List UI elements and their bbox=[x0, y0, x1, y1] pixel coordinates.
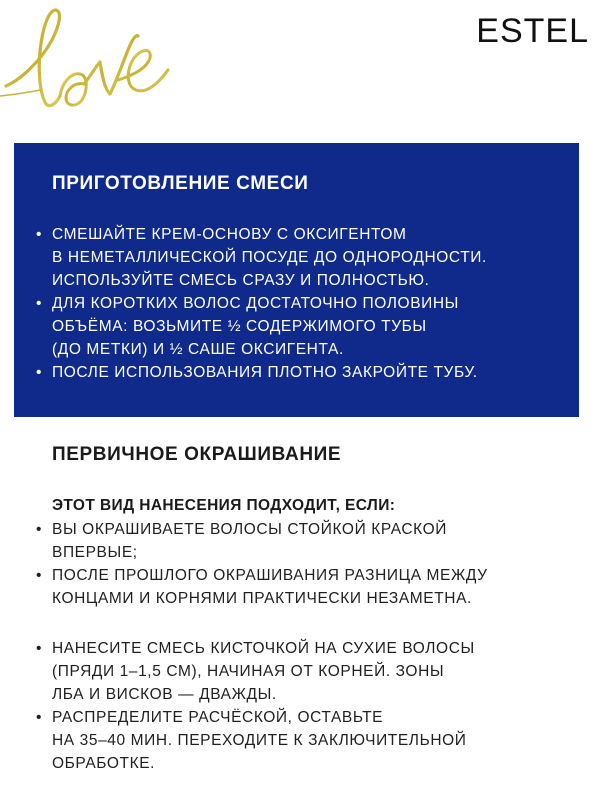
list-item: • РАСПРЕДЕЛИТЕ РАСЧЁСКОЙ, ОСТАВЬТЕ НА 35–40 МИН. ПЕРЕХОДИТЕ К ЗАКЛЮЧИТЕЛЬНОЙ ОБРАБОТКЕ. bbox=[36, 706, 575, 775]
bullet-icon: • bbox=[36, 567, 43, 584]
mixing-title: ПРИГОТОВЛЕНИЕ СМЕСИ bbox=[52, 173, 309, 194]
primary-intro: ЭТОТ ВИД НАНЕСЕНИЯ ПОДХОДИТ, ЕСЛИ: bbox=[52, 497, 396, 514]
list-item: • ДЛЯ КОРОТКИХ ВОЛОС ДОСТАТОЧНО ПОЛОВИНЫ ОБЪЁМА: ВОЗЬМИТЕ ½ СОДЕРЖИМОГО ТУБЫ (ДО МЕТКИ) И ½ САШЕ ОКСИГЕНТА. bbox=[36, 292, 565, 361]
bullet-icon: • bbox=[36, 295, 43, 312]
list-item: • СМЕШАЙТЕ КРЕМ-ОСНОВУ С ОКСИГЕНТОМ В НЕМЕТАЛЛИЧЕСКОЙ ПОСУДЕ ДО ОДНОРОДНОСТИ. ИСПОЛЬЗУЙТЕ СМЕСЬ СРАЗУ И ПОЛНОСТЬЮ. bbox=[36, 223, 565, 292]
list-item: • ПОСЛЕ ПРОШЛОГО ОКРАШИВАНИЯ РАЗНИЦА МЕЖДУ КОНЦАМИ И КОРНЯМИ ПРАКТИЧЕСКИ НЕЗАМЕТНА. bbox=[36, 564, 575, 610]
bullet-icon: • bbox=[36, 364, 43, 381]
steps-list bbox=[36, 637, 575, 775]
bullet-icon: • bbox=[36, 226, 43, 243]
list-item: • ВЫ ОКРАШИВАЕТЕ ВОЛОСЫ СТОЙКОЙ КРАСКОЙ ВПЕРВЫЕ; bbox=[36, 518, 575, 564]
bullet-icon: • bbox=[36, 709, 43, 726]
list-item: • ПОСЛЕ ИСПОЛЬЗОВАНИЯ ПЛОТНО ЗАКРОЙТЕ ТУБУ. bbox=[36, 361, 565, 384]
bullet-icon: • bbox=[36, 521, 43, 538]
mixing-section bbox=[14, 143, 579, 417]
list-item: • НАНЕСИТЕ СМЕСЬ КИСТОЧКОЙ НА СУХИЕ ВОЛОСЫ (ПРЯДИ 1–1,5 СМ), НАЧИНАЯ ОТ КОРНЕЙ. ЗОНЫ ЛБА И ВИСКОВ — ДВАЖДЫ. bbox=[36, 637, 575, 706]
bullet-icon: • bbox=[36, 640, 43, 657]
primary-coloring-title: ПЕРВИЧНОЕ ОКРАШИВАНИЕ bbox=[52, 444, 342, 465]
mixing-list bbox=[36, 223, 565, 384]
conditions-list bbox=[36, 518, 575, 610]
love-script-logo bbox=[0, 0, 180, 125]
brand-logo: ESTEL bbox=[476, 12, 589, 50]
